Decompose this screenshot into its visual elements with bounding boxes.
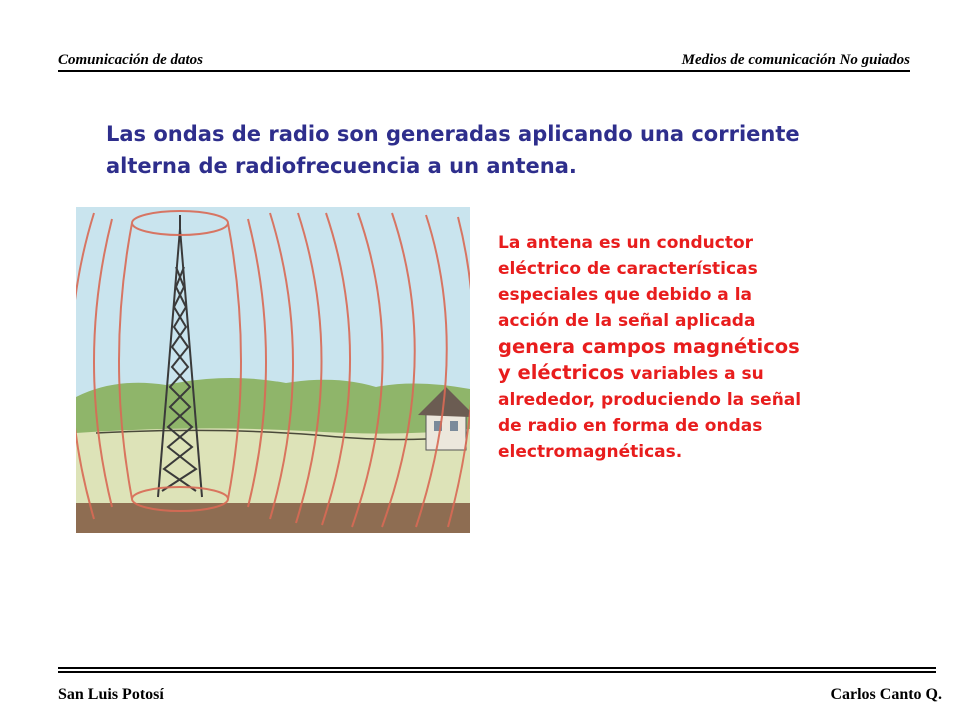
desc-line-1: La antena es un conductor [498,233,754,253]
radio-antenna-tower-icon [76,207,470,533]
footer-left: San Luis Potosí [58,686,164,703]
desc-line-6-emphasis: y eléctricos [498,361,625,384]
antenna-description [498,230,898,465]
footer-rule [58,667,936,673]
desc-line-3: especiales que debido a la [498,285,752,305]
antenna-illustration [76,207,470,533]
desc-line-9: electromagnéticas. [498,442,683,462]
desc-line-6 [498,360,898,387]
header-left: Comunicación de datos [58,52,204,68]
desc-line-2: eléctrico de características [498,259,758,279]
desc-line-4: acción de la señal aplicada [498,311,756,331]
desc-line-5: genera campos magnéticos [498,335,800,358]
title-line-1: Las ondas de radio son generadas aplicando una corriente [106,122,800,146]
page-footer [58,686,942,704]
desc-line-7: alrededor, produciendo la señal [498,390,802,410]
slide-title [106,118,906,182]
header-right: Medios de comunicación No guiados [681,52,910,68]
desc-line-8: de radio en forma de ondas [498,416,763,436]
page-header [58,52,910,72]
title-line-2: alterna de radiofrecuencia a un antena. [106,154,577,178]
desc-line-6-rest: variables a su [624,364,764,384]
footer-right: Carlos Canto Q. [830,686,942,703]
